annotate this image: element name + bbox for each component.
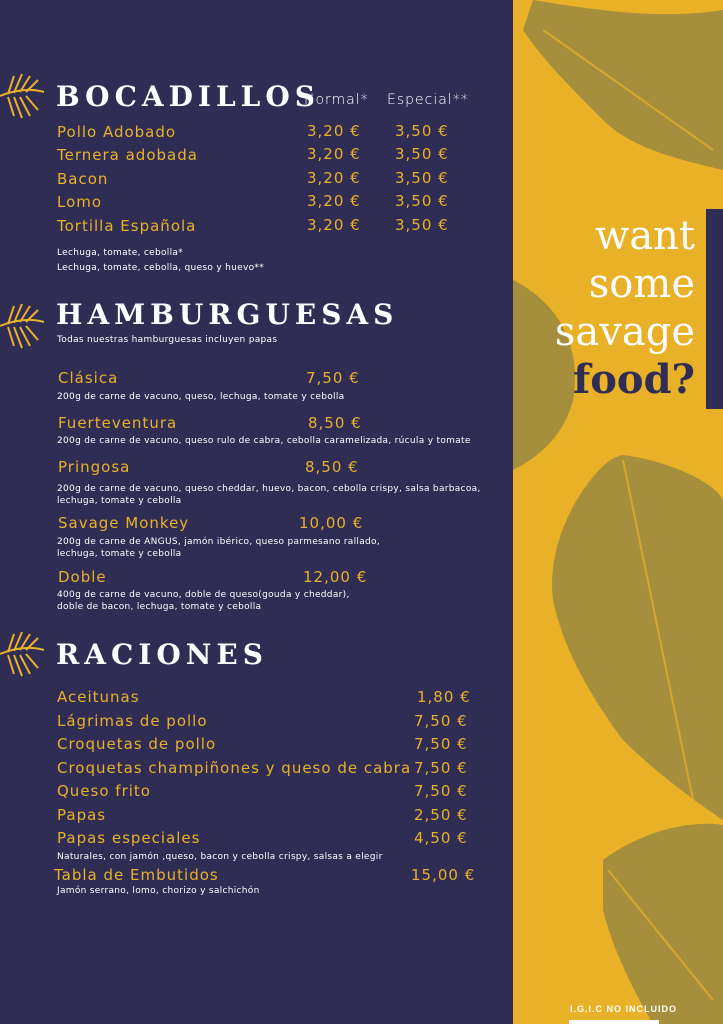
menu-item-price: 15,00 € <box>411 866 476 884</box>
menu-item-price-normal: 3,20 € <box>307 169 361 187</box>
menu-item-price-normal: 3,20 € <box>307 216 361 234</box>
menu-item-name: Tabla de Embutidos <box>54 866 219 884</box>
menu-item-description: Naturales, con jamón ,queso, bacon y cebolla crispy, salsas a elegir <box>57 852 383 862</box>
menu-item-description: 200g de carne de ANGUS, jamón ibérico, queso parmesano rallado, <box>57 537 381 547</box>
menu-item-name: Croquetas champiñones y queso de cabra <box>57 759 412 777</box>
menu-item-price: 7,50 € <box>414 782 468 800</box>
menu-item-name: Bacon <box>57 170 109 188</box>
menu-item-price: 8,50 € <box>305 458 359 476</box>
column-header-normal: Normal* <box>304 92 369 108</box>
menu-item-name: Doble <box>58 568 107 586</box>
menu-item-description: doble de bacon, lechuga, tomate y cebolla <box>57 602 262 612</box>
menu-item-name: Lomo <box>57 193 103 211</box>
menu-item-description: lechuga, tomate y cebolla <box>57 549 182 559</box>
menu-item-price-especial: 3,50 € <box>395 122 449 140</box>
tax-note-underline <box>569 1020 659 1024</box>
menu-item-price-especial: 3,50 € <box>395 145 449 163</box>
menu-item-description: 400g de carne de vacuno, doble de queso(gouda y cheddar), <box>57 590 350 600</box>
section-title-raciones: RACIONES <box>56 638 268 671</box>
palm-leaf-icon <box>0 628 46 680</box>
menu-item-name: Pringosa <box>58 458 131 476</box>
edge-bar <box>706 209 723 409</box>
menu-item-price-normal: 3,20 € <box>307 145 361 163</box>
section-subtitle: Todas nuestras hamburguesas incluyen papas <box>57 335 278 345</box>
menu-item-price: 4,50 € <box>414 829 468 847</box>
menu-item-name: Fuerteventura <box>58 414 178 432</box>
menu-item-price-normal: 3,20 € <box>307 122 361 140</box>
menu-item-name: Aceitunas <box>57 688 140 706</box>
tagline-line: savage <box>554 309 695 355</box>
menu-item-description: lechuga, tomate y cebolla <box>57 496 182 506</box>
menu-item-price-especial: 3,50 € <box>395 192 449 210</box>
palm-leaf-icon <box>0 300 46 352</box>
menu-item-price: 7,50 € <box>414 712 468 730</box>
note: Lechuga, tomate, cebolla* <box>57 248 184 258</box>
menu-item-price: 7,50 € <box>414 735 468 753</box>
menu-item-name: Clásica <box>58 369 119 387</box>
menu-item-name: Lágrimas de pollo <box>57 712 208 730</box>
tagline-line-accent: food? <box>573 356 695 403</box>
menu-item-price: 10,00 € <box>299 514 364 532</box>
palm-leaf-icon <box>0 70 46 122</box>
menu-item-name: Papas especiales <box>57 829 201 847</box>
menu-item-price: 8,50 € <box>308 414 362 432</box>
menu-item-name: Ternera adobada <box>57 146 198 164</box>
menu-item-price: 12,00 € <box>303 568 368 586</box>
menu-item-price: 7,50 € <box>414 759 468 777</box>
section-title-hamburguesas: HAMBURGUESAS <box>56 298 399 331</box>
menu-item-price-normal: 3,20 € <box>307 192 361 210</box>
menu-item-description: 200g de carne de vacuno, queso, lechuga, tomate y cebolla <box>57 392 345 402</box>
section-title-bocadillos: BOCADILLOS <box>56 80 320 113</box>
menu-item-price: 1,80 € <box>417 688 471 706</box>
decorative-panel <box>513 0 723 1024</box>
menu-item-name: Queso frito <box>57 782 151 800</box>
menu-item-price-especial: 3,50 € <box>395 216 449 234</box>
menu-item-name: Papas <box>57 806 107 824</box>
menu-item-name: Savage Monkey <box>58 514 190 532</box>
tagline-line: want <box>595 213 695 259</box>
tax-note: I.G.I.C NO INCLUIDO <box>570 1004 678 1014</box>
note: Lechuga, tomate, cebolla, queso y huevo** <box>57 263 265 273</box>
menu-item-name: Tortilla Española <box>57 217 197 235</box>
menu-item-price: 2,50 € <box>414 806 468 824</box>
menu-item-price: 7,50 € <box>306 369 360 387</box>
tagline-line: some <box>588 261 695 307</box>
column-header-especial: Especial** <box>387 92 469 108</box>
tagline <box>555 212 695 404</box>
menu-item-description: Jamón serrano, lomo, chorizo y salchichón <box>57 886 260 896</box>
menu-item-name: Pollo Adobado <box>57 123 177 141</box>
menu-item-description: 200g de carne de vacuno, queso rulo de cabra, cebolla caramelizada, rúcula y tomate <box>57 436 471 446</box>
menu-item-price-especial: 3,50 € <box>395 169 449 187</box>
monstera-leaves-illustration <box>513 0 723 1024</box>
menu-item-name: Croquetas de pollo <box>57 735 217 753</box>
menu-item-description: 200g de carne de vacuno, queso cheddar, huevo, bacon, cebolla crispy, salsa barbacoa, <box>57 484 481 494</box>
